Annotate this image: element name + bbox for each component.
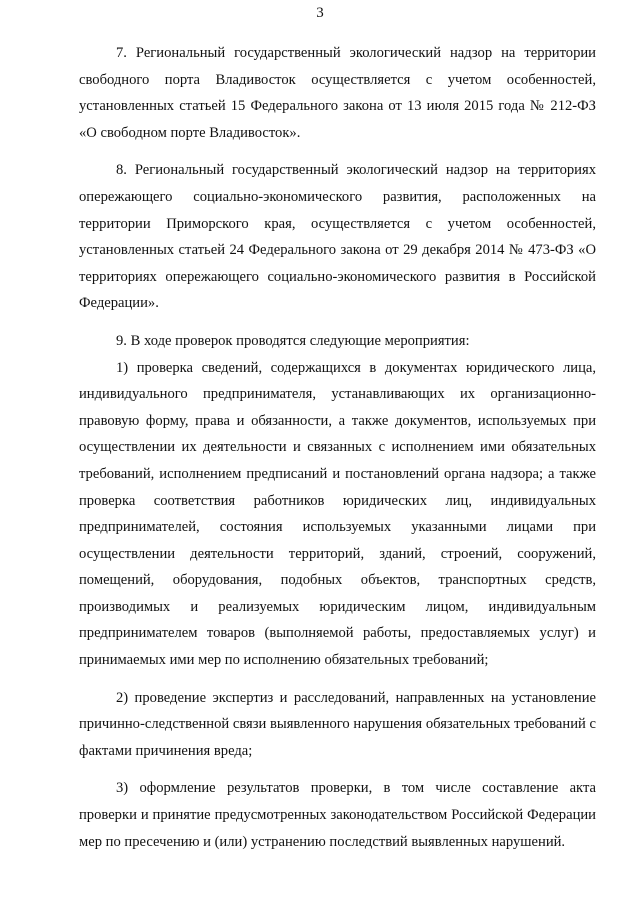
document-body xyxy=(79,40,596,855)
list-item-1: 1) проверка сведений, содержащихся в документах юридического лица, индивидуального предпринимателя, устанавливающих их организационно-правовую форму, права и обязанности, а также документов, используемых при осуществлении их деятельности и связанных с исполнением ими обязательных требований, исполнением предписаний и постановлений органа надзора; а также проверка соответствия работников юридических лиц, индивидуальных предпринимателей, состояния используемых указанными лицами при осуществлении деятельности территорий, зданий, строений, сооружений, помещений, оборудования, подобных объектов, транспортных средств, производимых и реализуемых юридическим лицом, индивидуальным предпринимателем товаров (выполняемой работы, предоставляемых услуг) и принимаемых ими мер по исполнению обязательных требований; xyxy=(79,359,596,669)
list-item-2: 2) проведение экспертиз и расследований, направленных на установление причинно-следственной связи выявленного нарушения обязательных требований с фактами причинения вреда; xyxy=(79,689,596,759)
paragraph-8: 8. Региональный государственный экологический надзор на территориях опережающего социально-экономического развития, расположенных на территории Приморского края, осуществляется с учетом особенностей, установленных статьей 24 Федерального закона от 29 декабря 2014 № 473-ФЗ «О территориях опережающего социально-экономического развития в Российской Федерации». xyxy=(79,162,596,312)
list-item-3: 3) оформление результатов проверки, в том числе составление акта проверки и принятие предусмотренных законодательством Российской Федерации мер по пресечению и (или) устранению последствий выявленных нарушений. xyxy=(79,780,596,850)
page-number: 3 xyxy=(316,5,324,21)
paragraph-7: 7. Региональный государственный экологический надзор на территории свободного порта Владивосток осуществляется с учетом особенностей, установленных статьей 15 Федерального закона от 13 июля 2015 года № 212-ФЗ «О свободном порте Владивосток». xyxy=(79,45,596,141)
paragraph-9: 9. В ходе проверок проводятся следующие мероприятия: xyxy=(116,332,470,349)
